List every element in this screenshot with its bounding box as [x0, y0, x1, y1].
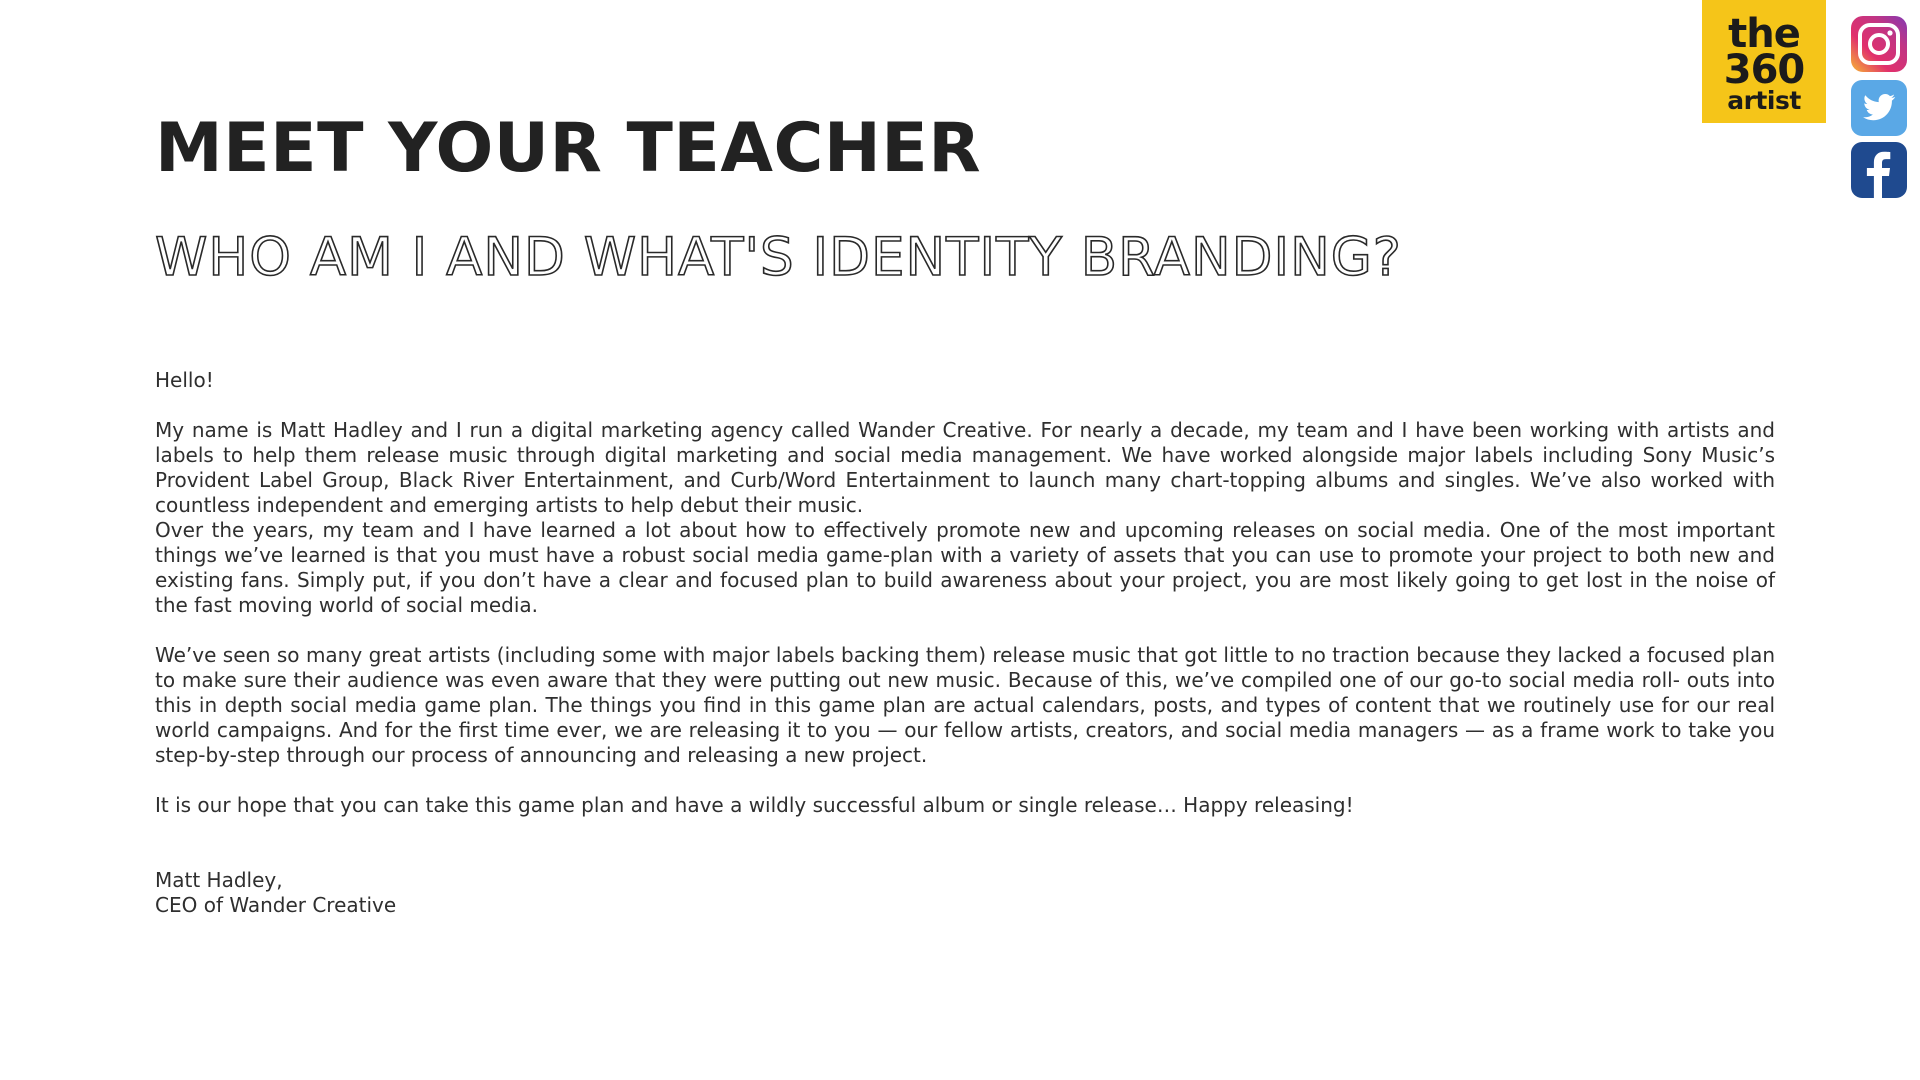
twitter-glyph	[1851, 80, 1907, 136]
letter-paragraph-3: We’ve seen so many great artists (including some with major labels backing them) release music that got little to no traction because they lacked a focused plan to make sure their audience was even aware that they were putting out new music. Because of this, we’ve compiled one of our go-to social media roll- outs into this in depth social media game plan. The things you find in this game plan are actual calendars, posts, and types of content that we routinely use for our real world campaigns. And for the first time ever, we are releasing it to you — our fellow artists, creators, and social media managers — as a frame work to take you step-by-step through our process of announcing and releasing a new project.	[155, 643, 1775, 767]
twitter-icon[interactable]	[1851, 80, 1907, 136]
instagram-glyph	[1851, 16, 1907, 72]
logo-line-360: 360	[1723, 46, 1805, 93]
logo-line-the: the	[1728, 10, 1800, 57]
signature-name: Matt Hadley,	[155, 868, 283, 892]
logo-line-artist: artist	[1727, 85, 1801, 115]
page-title: MEET YOUR TEACHER	[155, 109, 982, 188]
letter-paragraph-1: My name is Matt Hadley and I run a digital marketing agency called Wander Creative. For nearly a decade, my team and I have been working with artists and labels to help them release music through digital marketing and social media management. We have worked alongside major labels including Sony Music’s Provident Label Group, Black River Entertainment, and Curb/Word Entertainment to launch many chart-topping albums and singles. We’ve also worked with countless independent and emerging artists to help debut their music.	[155, 418, 1775, 517]
page-subtitle: WHO AM I AND WHAT'S IDENTITY BRANDING?	[155, 227, 1402, 288]
letter-paragraph-2: Over the years, my team and I have learned a lot about how to effectively promote new and upcoming releases on social media. One of the most important things we’ve learned is that you must have a robust social media game-plan with a variety of assets that you can use to promote your project to both new and existing fans. Simply put, if you don’t have a clear and focused plan to build awareness about your project, you are most likely going to get lost in the noise of the fast moving world of social media.	[155, 518, 1775, 617]
letter-greeting: Hello!	[155, 368, 214, 392]
the-360-artist-logo	[1702, 0, 1826, 123]
letter-paragraph-4: It is our hope that you can take this game plan and have a wildly successful album or single release… Happy releasing!	[155, 793, 1354, 817]
instagram-icon[interactable]	[1851, 16, 1907, 72]
facebook-glyph	[1851, 142, 1907, 198]
facebook-icon[interactable]	[1851, 142, 1907, 198]
letter-body	[155, 368, 1775, 918]
signature-title: CEO of Wander Creative	[155, 893, 397, 917]
